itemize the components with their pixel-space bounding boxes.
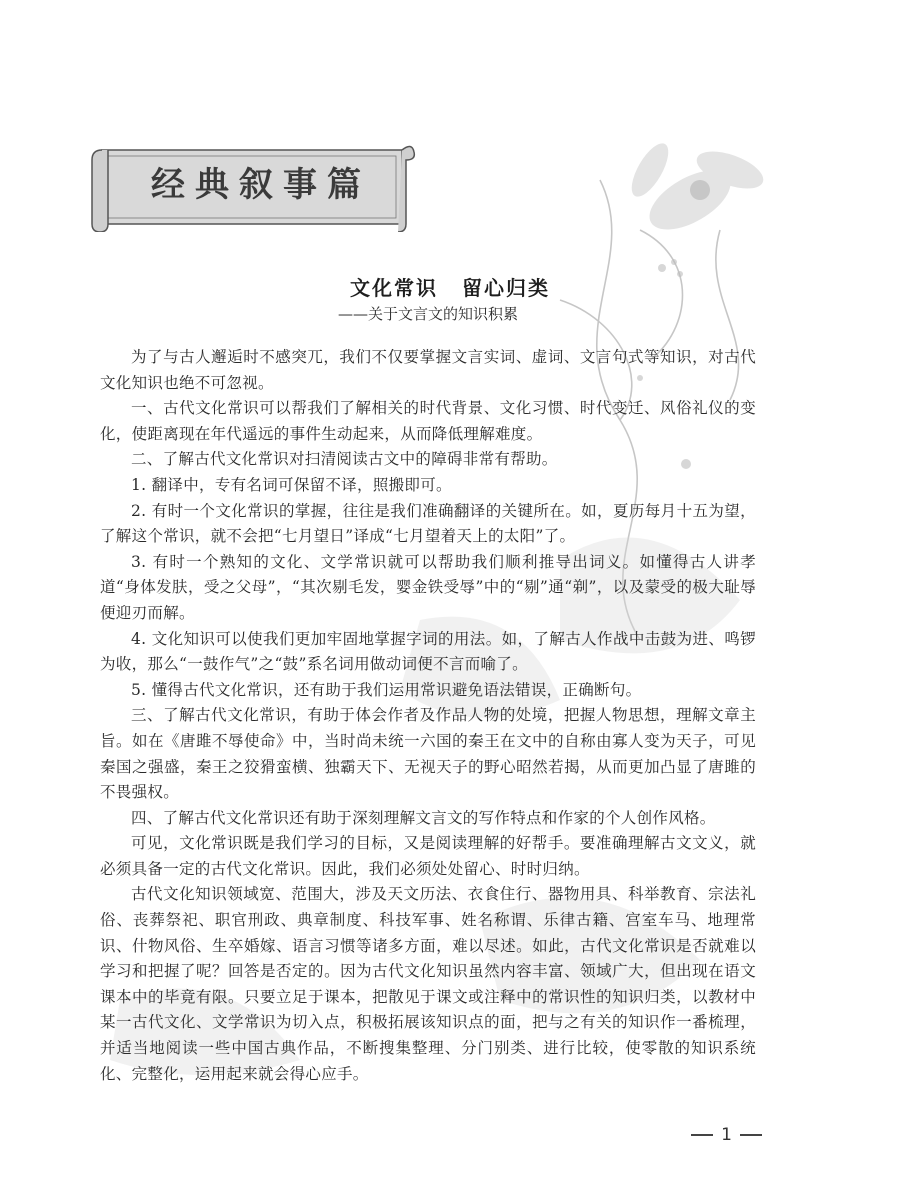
- page-number-value: 1: [721, 1125, 732, 1145]
- paragraph: 古代文化知识领域宽、范围大，涉及天文历法、衣食住行、器物用具、科举教育、宗法礼俗、丧葬祭祀、职官刑政、典章制度、科技军事、姓名称谓、乐律古籍、宫室车马、地理常识、什物风俗、生卒婚嫁、语言习惯等诸多方面，难以尽述。如此，古代文化常识是否就难以学习和把握了呢？回答是否定的。因为古代文化知识虽然内容丰富、领域广大，但出现在语文课本中的毕竟有限。只要立足于课本，把散见于课文或注释中的常识性的知识归类，以教材中某一古代文化、文学常识为切入点，积极拓展该知识点的面，把与之有关的知识作一番梳理，并适当地阅读一些中国古典作品，不断搜集整理、分门别类、进行比较，使零散的知识系统化、完整化，运用起来就会得心应手。: [100, 885, 756, 1083]
- paragraph: 5. 懂得古代文化常识，还有助于我们运用常识避免语法错误，正确断句。: [131, 680, 642, 699]
- paragraph: 一、古代文化常识可以帮我们了解相关的时代背景、文化习惯、时代变迁、风俗礼仪的变化，使距离现在年代遥远的事件生动起来，从而降低理解难度。: [100, 399, 756, 443]
- article-title: [0, 272, 900, 301]
- article-subtitle: ——关于文言文的知识积累: [338, 305, 519, 323]
- section-title: 经典叙事篇: [151, 165, 371, 205]
- paragraph: 可见，文化常识既是我们学习的目标，又是阅读理解的好帮手。要准确理解古文文义，就必须具备一定的古代文化常识。因此，我们必须处处留心、时时归纳。: [100, 834, 756, 878]
- paragraph: 为了与古人邂逅时不感突兀，我们不仅要掌握文言实词、虚词、文言句式等知识，对古代文化知识也绝不可忽视。: [100, 348, 756, 392]
- article-title-part1: 文化常识: [350, 276, 438, 300]
- paragraph: 三、了解古代文化常识，有助于体会作者及作品人物的处境，把握人物思想，理解文章主旨。如在《唐雎不辱使命》中，当时尚未统一六国的秦王在文中的自称由寡人变为天子，可见秦国之强盛，秦王之狡猾蛮横、独霸天下、无视天子的野心昭然若揭，从而更加凸显了唐雎的不畏强权。: [100, 706, 756, 802]
- paragraph: 四、了解古代文化常识还有助于深刻理解文言文的写作特点和作家的个人创作风格。: [131, 808, 716, 827]
- article-title-part2: 留心归类: [462, 276, 550, 300]
- paragraph: 二、了解古代文化常识对扫清阅读古文中的障碍非常有帮助。: [131, 450, 558, 469]
- paragraph: 4. 文化知识可以使我们更加牢固地掌握字词的用法。如，了解古人作战中击鼓为进、鸣锣为收，那么“一鼓作气”之“鼓”系名词用做动词便不言而喻了。: [100, 629, 756, 674]
- paragraph: 3. 有时一个熟知的文化、文学常识就可以帮助我们顺利推导出词义。如懂得古人讲孝道“身体发肤，受之父母”，“其次剔毛发，婴金铁受辱”中的“剔”通“剃”，以及蒙受的极大耻辱便迎刃而解。: [100, 552, 756, 622]
- paragraph: 2. 有时一个文化常识的掌握，往往是我们准确翻译的关键所在。如，夏历每月十五为望，了解这个常识，就不会把“七月望日”译成“七月望着天上的太阳”了。: [100, 501, 756, 546]
- page-number: [683, 1125, 770, 1145]
- article-body: [100, 345, 756, 1087]
- paragraph: 1. 翻译中，专有名词可保留不译，照搬即可。: [131, 475, 452, 494]
